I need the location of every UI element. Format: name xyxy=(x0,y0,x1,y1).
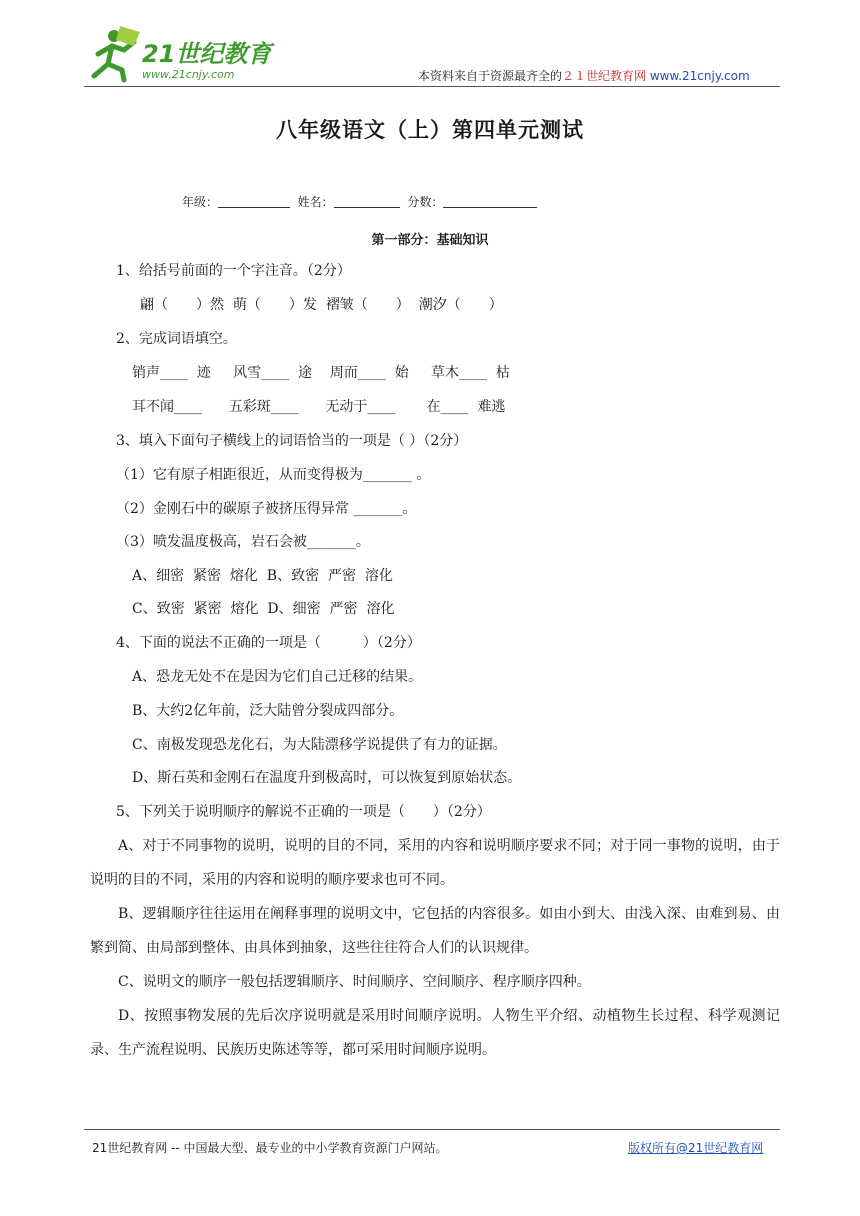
name-blank[interactable] xyxy=(334,195,400,208)
header-site-name: ２１世纪教育网 xyxy=(562,69,647,83)
question-4-option-a: A、恐龙无处不在是因为它们自己迁移的结果。 xyxy=(132,669,423,685)
footer-copyright-link[interactable]: 版权所有@21世纪教育网 xyxy=(628,1141,764,1155)
question-1-items: 翩（ ）然 萌（ ）发 褶皱（ ） 潮汐（ ） xyxy=(140,297,503,313)
header-site-url[interactable]: www.21cnjy.com xyxy=(649,69,750,83)
question-4: 4、下面的说法不正确的一项是（ ）（2分） xyxy=(116,635,421,651)
question-3-sentence-3: （3）喷发温度极高，岩石会被_______。 xyxy=(116,534,370,550)
site-logo xyxy=(84,24,284,84)
question-5-option-a: A、对于不同事物的说明，说明的目的不同，采用的内容和说明顺序要求不同；对于同一事物的说明，由于说明的目的不同，采用的内容和说明的顺序要求也可不同。 xyxy=(90,838,780,888)
question-2-row-1: 销声____ 迹 风雪____ 途 周而____ 始 草木____ 枯 xyxy=(132,365,510,381)
student-info-line: 年级： 姓名： 分数： xyxy=(182,193,537,210)
svg-text:21世纪教育: 21世纪教育 xyxy=(142,40,272,68)
score-blank[interactable] xyxy=(443,195,537,208)
svg-text:www.21cnjy.com: www.21cnjy.com xyxy=(142,68,235,81)
question-2-row-2: 耳不闻____ 五彩斑____ 无动于____ 在____ 难逃 xyxy=(132,399,506,415)
question-5: 5、下列关于说明顺序的解说不正确的一项是（ ）（2分） xyxy=(116,804,491,820)
question-4-option-d: D、斯石英和金刚石在温度升到极高时，可以恢复到原始状态。 xyxy=(132,770,522,786)
question-2: 2、完成词语填空。 xyxy=(116,331,237,347)
question-4-option-c: C、南极发现恐龙化石，为大陆漂移学说提供了有力的证据。 xyxy=(132,737,507,753)
section-title: 第一部分：基础知识 xyxy=(371,233,489,248)
question-3-options-ab: A、细密 紧密 熔化 B、致密 严密 溶化 xyxy=(132,568,393,584)
runner-icon xyxy=(94,26,140,80)
question-3-sentence-2: （2）金刚石中的碳原子被挤压得异常 _______。 xyxy=(116,501,417,517)
header-source-note: 本资料来自于资源最齐全的２１世纪教育网 www.21cnjy.com xyxy=(418,69,750,83)
grade-blank[interactable] xyxy=(218,195,290,208)
page-title: 八年级语文（上）第四单元测试 xyxy=(276,118,584,142)
question-5-option-d: D、按照事物发展的先后次序说明就是采用时间顺序说明。人物生平介绍、动植物生长过程、科学观测记录、生产流程说明、民族历史陈述等等，都可采用时间顺序说明。 xyxy=(90,1008,780,1058)
question-3: 3、填入下面句子横线上的词语恰当的一项是（ ）（2分） xyxy=(116,433,468,449)
question-3-sentence-1: （1）它有原子相距很近，从而变得极为_______ 。 xyxy=(116,467,431,483)
question-5-option-b: B、逻辑顺序往往运用在阐释事理的说明文中，它包括的内容很多。如由小到大、由浅入深、由难到易、由繁到简、由局部到整体、由具体到抽象，这些往往符合人们的认识规律。 xyxy=(90,906,780,956)
header-divider xyxy=(84,86,780,87)
question-5-option-c: C、说明文的顺序一般包括逻辑顺序、时间顺序、空间顺序、程序顺序四种。 xyxy=(118,974,591,990)
question-3-options-cd: C、致密 紧密 熔化 D、细密 严密 溶化 xyxy=(132,601,395,617)
question-4-option-b: B、大约2亿年前，泛大陆曾分裂成四部分。 xyxy=(132,703,404,719)
footer-text: 21世纪教育网 -- 中国最大型、最专业的中小学教育资源门户网站。 xyxy=(92,1141,448,1155)
footer-divider xyxy=(84,1129,780,1130)
question-1: 1、给括号前面的一个字注音。（2分） xyxy=(116,263,351,279)
